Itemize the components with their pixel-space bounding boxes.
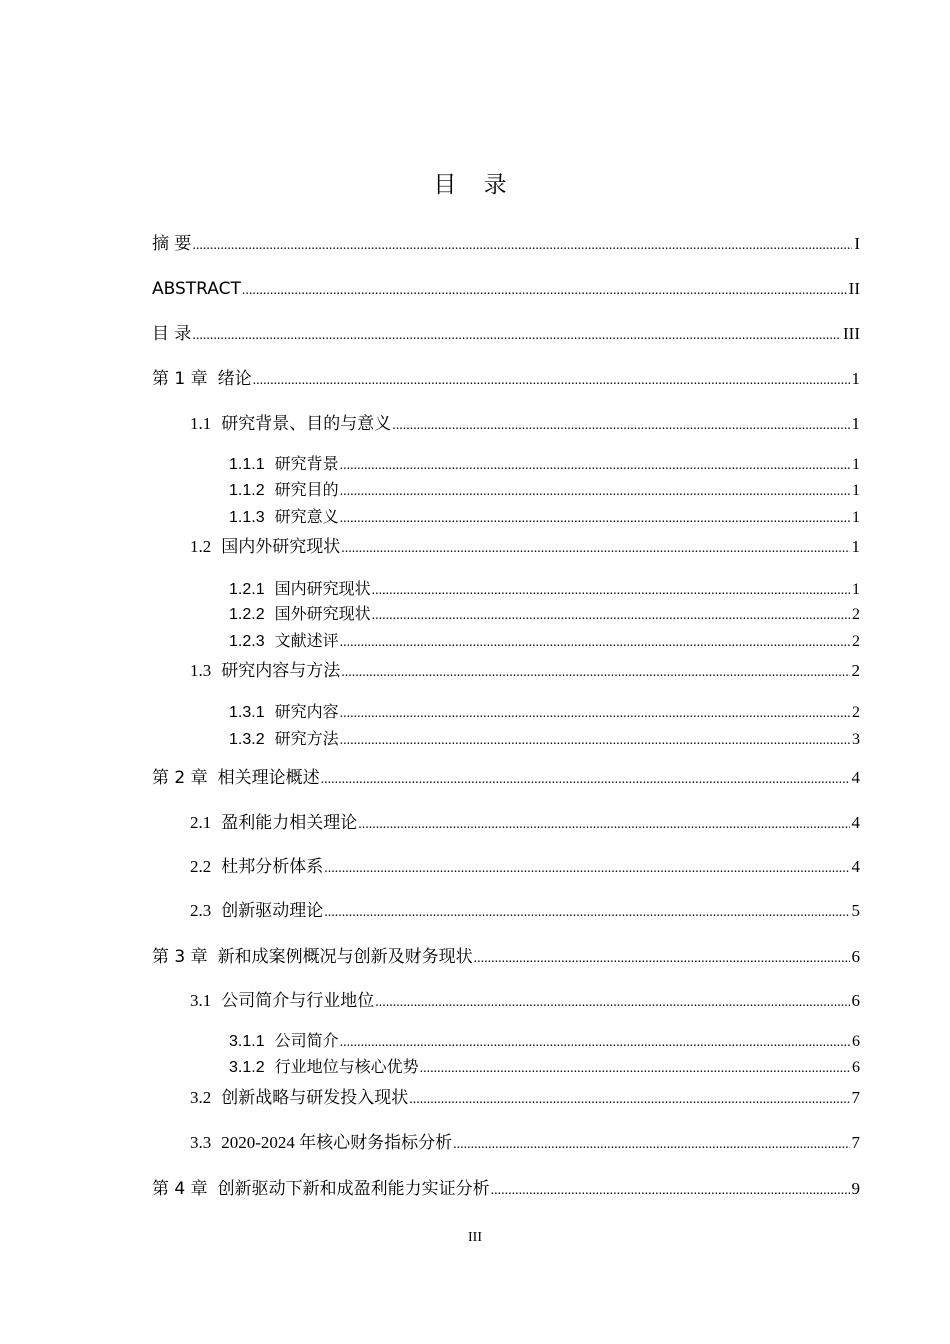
toc-entry-label: 创新驱动理论 — [221, 901, 324, 920]
toc-entry-section-3-3[interactable] — [190, 1131, 860, 1155]
toc-entry-number: 1.3.1 — [229, 704, 265, 721]
toc-entry-chapter-2[interactable] — [152, 766, 860, 790]
toc-entry-section-1-3[interactable] — [190, 659, 860, 683]
toc-entry-section-1-1[interactable] — [190, 412, 860, 436]
toc-entry-abstract-en[interactable] — [152, 277, 860, 301]
toc-entry-section-3-2[interactable] — [190, 1086, 860, 1110]
toc-entry-number: 2.3 — [190, 901, 212, 920]
leader-dots — [341, 659, 849, 685]
toc-entry-number: 第 4 章 — [152, 1179, 208, 1199]
leader-dots — [340, 479, 850, 504]
toc-entry-section-3-1-1[interactable] — [229, 1030, 860, 1054]
toc-entry-page: 1 — [852, 509, 860, 526]
toc-entry-page: 6 — [852, 1033, 860, 1050]
toc-entry-label: 研究内容 — [274, 704, 339, 721]
toc-entry-page: 7 — [851, 1088, 860, 1107]
leader-dots — [192, 322, 841, 348]
toc-entry-label: 国内研究现状 — [274, 581, 371, 598]
leader-dots — [409, 1086, 849, 1112]
toc-entry-page: 1 — [852, 482, 860, 499]
leader-dots — [341, 535, 849, 561]
toc-entry-page: I — [854, 234, 860, 253]
toc-entry-label: 绪论 — [217, 369, 252, 389]
toc-entry-page: 1 — [851, 369, 860, 388]
toc-entry-label: 创新战略与研发投入现状 — [221, 1088, 409, 1107]
toc-entry-page: 4 — [851, 857, 860, 876]
leader-dots — [358, 811, 849, 837]
leader-dots — [321, 766, 850, 792]
toc-entry-page: 1 — [851, 414, 860, 433]
toc-entry-section-1-2[interactable] — [190, 535, 860, 559]
toc-entry-number: 1.2 — [190, 537, 212, 556]
leader-dots — [340, 728, 850, 753]
toc-entry-section-1-2-1[interactable] — [229, 578, 860, 602]
toc-entry-label: 行业地位与核心优势 — [274, 1059, 419, 1076]
leader-dots — [324, 899, 849, 925]
toc-entry-page: 1 — [852, 581, 860, 598]
toc-entry-section-1-3-1[interactable] — [229, 701, 860, 725]
toc-entry-page: II — [848, 279, 860, 298]
toc-entry-label: 研究背景 — [274, 456, 339, 473]
toc-entry-number: 1.2.2 — [229, 606, 265, 623]
toc-entry-page: 6 — [851, 947, 860, 966]
toc-entry-label: 研究背景、目的与意义 — [221, 414, 392, 433]
toc-entry-abstract-cn[interactable] — [152, 232, 860, 256]
toc-entry-section-3-1-2[interactable] — [229, 1056, 860, 1080]
toc-entry-label: 国内外研究现状 — [221, 537, 341, 556]
leader-dots — [253, 367, 850, 393]
leader-dots — [340, 630, 850, 655]
leader-dots — [340, 701, 850, 726]
toc-entry-number: 3.3 — [190, 1133, 212, 1152]
toc-entry-number: 1.2.3 — [229, 633, 265, 650]
toc-entry-number: 1.1.2 — [229, 482, 265, 499]
toc-entry-section-1-1-3[interactable] — [229, 506, 860, 530]
toc-entry-section-1-3-2[interactable] — [229, 728, 860, 752]
leader-dots — [375, 989, 849, 1015]
toc-entry-page: 1 — [852, 456, 860, 473]
toc-entry-page: 6 — [851, 991, 860, 1010]
toc-entry-number: 3.1.2 — [229, 1059, 265, 1076]
toc-entry-label: 目 录 — [152, 324, 192, 344]
toc-entry-chapter-4[interactable] — [152, 1177, 860, 1201]
toc-entry-label: 研究目的 — [274, 482, 339, 499]
toc-entry-number: 3.1 — [190, 991, 212, 1010]
toc-entry-label: 研究方法 — [274, 731, 339, 748]
toc-entry-page: 7 — [851, 1133, 860, 1152]
toc-entry-page: 9 — [851, 1179, 860, 1198]
toc-entry-page: III — [843, 324, 860, 343]
leader-dots — [340, 1030, 850, 1055]
page-number-footer: III — [468, 1230, 482, 1245]
toc-entry-label: 2020-2024 年核心财务指标分析 — [221, 1133, 453, 1152]
leader-dots — [491, 1177, 850, 1203]
leader-dots — [324, 855, 849, 881]
toc-entry-number: 1.1.3 — [229, 509, 265, 526]
toc-entry-page: 1 — [851, 537, 860, 556]
toc-entry-number: 2.1 — [190, 813, 212, 832]
leader-dots — [242, 277, 847, 303]
toc-entry-section-2-2[interactable] — [190, 855, 860, 879]
toc-entry-page: 2 — [852, 633, 860, 650]
toc-entry-chapter-1[interactable] — [152, 367, 860, 391]
toc-entry-section-2-3[interactable] — [190, 899, 860, 923]
toc-entry-section-1-2-2[interactable] — [229, 603, 860, 627]
toc-entry-label: 文献述评 — [274, 633, 339, 650]
toc-entry-label: 摘 要 — [152, 234, 192, 254]
toc-entry-section-2-1[interactable] — [190, 811, 860, 835]
toc-entry-label: 研究意义 — [274, 509, 339, 526]
toc-entry-page: 2 — [852, 704, 860, 721]
toc-entry-number: 1.1.1 — [229, 456, 265, 473]
leader-dots — [453, 1131, 849, 1157]
leader-dots — [474, 945, 850, 971]
toc-entry-label: 相关理论概述 — [217, 768, 320, 788]
leader-dots — [372, 603, 850, 628]
leader-dots — [392, 412, 849, 438]
toc-entry-number: 第 1 章 — [152, 369, 208, 389]
toc-entry-label: 国外研究现状 — [274, 606, 371, 623]
toc-entry-number: 1.2.1 — [229, 581, 265, 598]
toc-entry-number: 2.2 — [190, 857, 212, 876]
toc-entry-number: 1.1 — [190, 414, 212, 433]
leader-dots — [420, 1056, 850, 1081]
toc-entry-label: 研究内容与方法 — [221, 661, 341, 680]
toc-entry-label: 杜邦分析体系 — [221, 857, 324, 876]
toc-entry-label: 公司简介与行业地位 — [221, 991, 375, 1010]
toc-entry-page: 4 — [851, 813, 860, 832]
toc-entry-page: 2 — [852, 606, 860, 623]
toc-entry-label: 创新驱动下新和成盈利能力实证分析 — [217, 1179, 490, 1199]
toc-entry-chapter-3[interactable] — [152, 945, 860, 969]
page-title: 目 录 — [433, 172, 517, 198]
toc-entry-number: 1.3.2 — [229, 731, 265, 748]
toc-entry-number: 1.3 — [190, 661, 212, 680]
toc-entry-number: 第 3 章 — [152, 947, 208, 967]
toc-entry-number: 3.2 — [190, 1088, 212, 1107]
toc-entry-label: 新和成案例概况与创新及财务现状 — [217, 947, 473, 967]
toc-entry-page: 6 — [852, 1059, 860, 1076]
toc-entry-section-1-1-2[interactable] — [229, 479, 860, 503]
toc-entry-number: 第 2 章 — [152, 768, 208, 788]
leader-dots — [340, 506, 850, 531]
toc-entry-label: 公司简介 — [274, 1033, 339, 1050]
toc-entry-number: 3.1.1 — [229, 1033, 265, 1050]
leader-dots — [192, 232, 852, 258]
leader-dots — [372, 578, 850, 603]
toc-entry-label: 盈利能力相关理论 — [221, 813, 358, 832]
leader-dots — [340, 453, 850, 478]
toc-entry-contents[interactable] — [152, 322, 860, 346]
toc-entry-page: 3 — [852, 731, 860, 748]
toc-entry-page: 2 — [851, 661, 860, 680]
toc-entry-section-1-2-3[interactable] — [229, 630, 860, 654]
toc-entry-page: 4 — [851, 768, 860, 787]
toc-entry-page: 5 — [851, 901, 860, 920]
toc-entry-label: ABSTRACT — [152, 279, 241, 299]
toc-entry-section-3-1[interactable] — [190, 989, 860, 1013]
toc-entry-section-1-1-1[interactable] — [229, 453, 860, 477]
